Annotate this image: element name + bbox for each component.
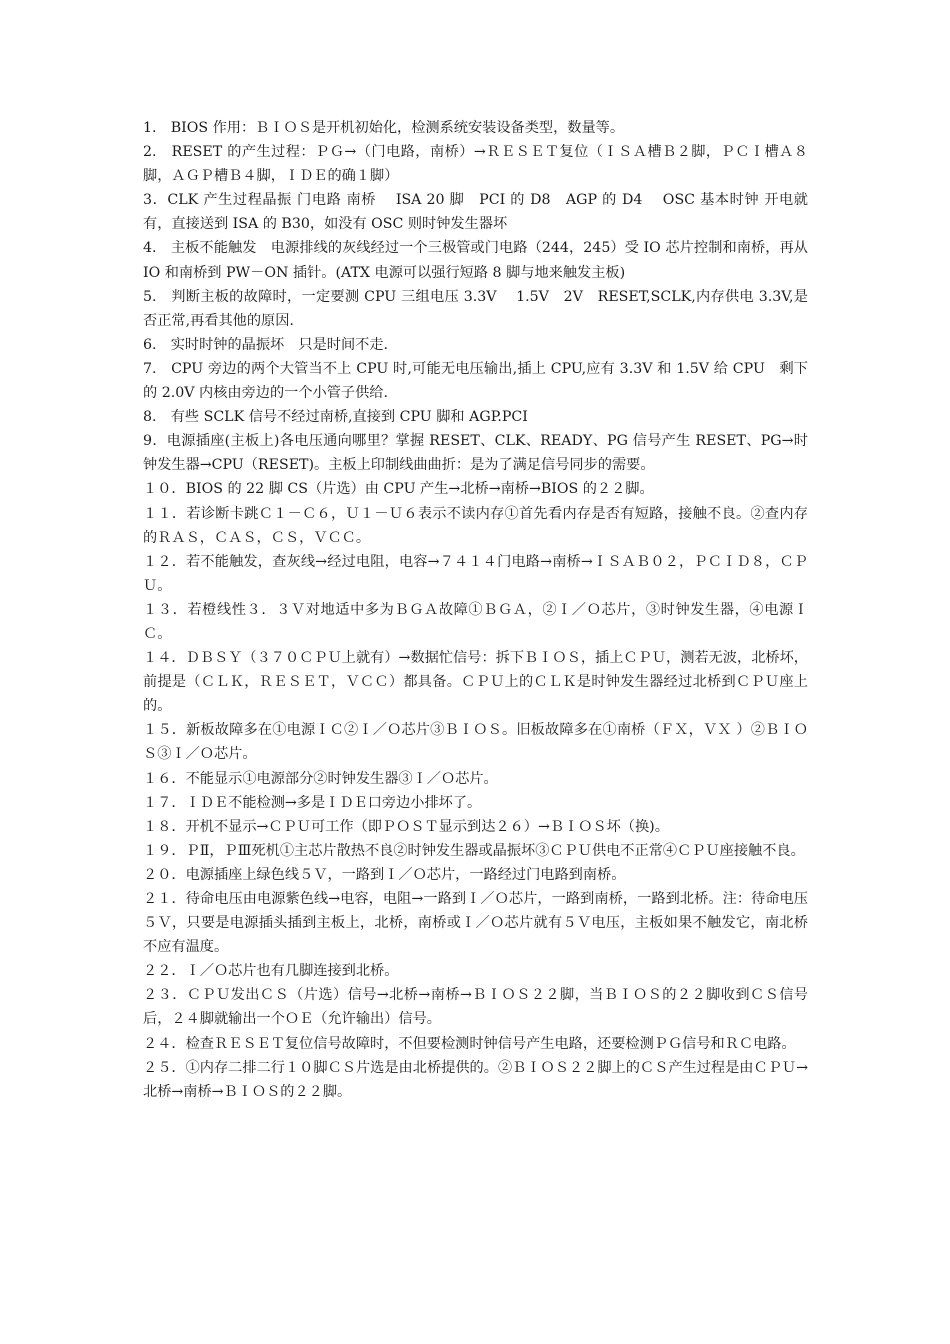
list-item: １６．不能显示①电源部分②时钟发生器③Ｉ／Ｏ芯片。 [143, 770, 498, 787]
list-item: 2. RESET 的产生过程：ＰＧ→（门电路，南桥）→ＲＥＳＥＴ复位（ＩＳＡ槽Ｂ２脚，ＰＣＩ槽Ａ８脚，ＡＧＰ槽Ｂ４脚，ＩＤＥ的确１脚） [143, 144, 808, 185]
list-item: １７．ＩＤＥ不能检测→多是ＩＤＥ口旁边小排坏了。 [143, 794, 482, 811]
list-item: １４．ＤＢＳＹ（３７０ＣＰＵ上就有）→数据忙信号：拆下ＢＩＯＳ，插上ＣＰＵ，测若无波，北桥坏，前提是（ＣＬＫ，ＲＥＳＥＴ，ＶＣＣ）都具备。ＣＰＵ上的ＣＬＫ是时钟发生器经过北桥到ＣＰＵ座上的。 [143, 650, 808, 715]
list-item: ２３．ＣＰＵ发出ＣＳ（片选）信号→北桥→南桥→ＢＩＯＳ２２脚，当ＢＩＯＳ的２２脚收到ＣＳ信号后，２４脚就输出一个ＯＥ（允许输出）信号。 [143, 987, 808, 1028]
list-item: 7. CPU 旁边的两个大管当不上 CPU 时,可能无电压输出,插上 CPU,应有 3.3V 和 1.5V 给 CPU 剩下的 2.0V 内核由旁边的一个小管子供给. [143, 360, 808, 402]
document-body [143, 116, 813, 1104]
list-item: ２１．待命电压由电源紫色线→电容，电阻→一路到Ｉ／Ｏ芯片，一路到南桥，一路到北桥。注：待命电压５Ｖ，只要是电源插头插到主板上，北桥，南桥或Ｉ／Ｏ芯片就有５Ｖ电压，主板如果不触发它，南北桥不应有温度。 [143, 891, 808, 956]
list-item: ２２．Ｉ／Ｏ芯片也有几脚连接到北桥。 [143, 963, 399, 980]
list-item: 3．CLK 产生过程晶振 门电路 南桥 ISA 20 脚 PCI 的 D8 AGP 的 D4 OSC 基本时钟 开电就有，直接送到 ISA 的 B30，如没有 OSC 则时钟发生器坏 [143, 192, 808, 233]
list-item: １１．若诊断卡跳Ｃ１－Ｃ６，Ｕ１－Ｕ６表示不读内存①首先看内存是否有短路，接触不良。②查内存的ＲＡＳ，ＣＡＳ，ＣＳ，ＶＣＣ。 [143, 505, 808, 546]
list-item: １８．开机不显示→ＣＰＵ可工作（即ＰＯＳＴ显示到达２６）→ＢＩＯＳ坏（换)。 [143, 818, 669, 835]
list-item: 9．电源插座(主板上)各电压通向哪里？掌握 RESET、CLK、READY、PG 信号产生 RESET、PG→时钟发生器→CPU（RESET)。主板上印制线曲曲折：是为了满足信号同步的需要。 [143, 433, 808, 474]
list-item: １９．ＰⅡ，ＰⅢ死机①主芯片散热不良②时钟发生器或晶振坏③ＣＰＵ供电不正常④ＣＰＵ座接触不良。 [143, 842, 805, 859]
list-item: 6. 实时时钟的晶振坏 只是时间不走. [143, 336, 389, 353]
list-item: 5. 判断主板的故障时，一定要测 CPU 三组电压 3.3V 1.5V 2V RESET,SCLK,内存供电 3.3V,是否正常,再看其他的原因. [143, 288, 808, 329]
list-item: １０．BIOS 的 22 脚 CS（片选）由 CPU 产生→北桥→南桥→BIOS 的２２脚。 [143, 481, 654, 498]
list-item: 1. BIOS 作用：ＢＩＯＳ是开机初始化，检测系统安装设备类型，数量等。 [143, 120, 625, 136]
list-item: ２０．电源插座上绿色线５Ｖ，一路到Ｉ／Ｏ芯片，一路经过门电路到南桥。 [143, 866, 626, 883]
list-item: １２．若不能触发，查灰线→经过电阻，电容→７４１４门电路→南桥→ＩＳＡＢ０２，ＰＣＩＤ８，ＣＰＵ。 [143, 553, 808, 594]
list-item: １３．若橙线性３．３Ｖ对地适中多为ＢＧＡ故障①ＢＧＡ，②Ｉ／Ｏ芯片，③时钟发生器，④电源ＩＣ。 [143, 601, 808, 642]
list-item: ２４．检查ＲＥＳＥＴ复位信号故障时，不但要检测时钟信号产生电路，还要检测ＰＧ信号和ＲＣ电路。 [143, 1035, 796, 1052]
list-item: 4. 主板不能触发 电源排线的灰线经过一个三极管或门电路（244，245）受 IO 芯片控制和南桥，再从 IO 和南桥到 PW－ON 插针。(ATX 电源可以强行短路 8 脚与地来触发主板) [143, 240, 813, 281]
list-item: 8. 有些 SCLK 信号不经过南桥,直接到 CPU 脚和 AGP.PCI [143, 409, 528, 426]
list-item: １５．新板故障多在①电源ＩＣ②Ｉ／Ｏ芯片③ＢＩＯＳ。旧板故障多在①南桥（ＦＸ，ＶＸ ）②ＢＩＯＳ③Ｉ／Ｏ芯片。 [143, 722, 808, 763]
list-item: ２５．①内存二排二行１０脚ＣＳ片选是由北桥提供的。②ＢＩＯＳ２２脚上的ＣＳ产生过程是由ＣＰＵ→北桥→南桥→ＢＩＯＳ的２２脚。 [143, 1059, 808, 1100]
